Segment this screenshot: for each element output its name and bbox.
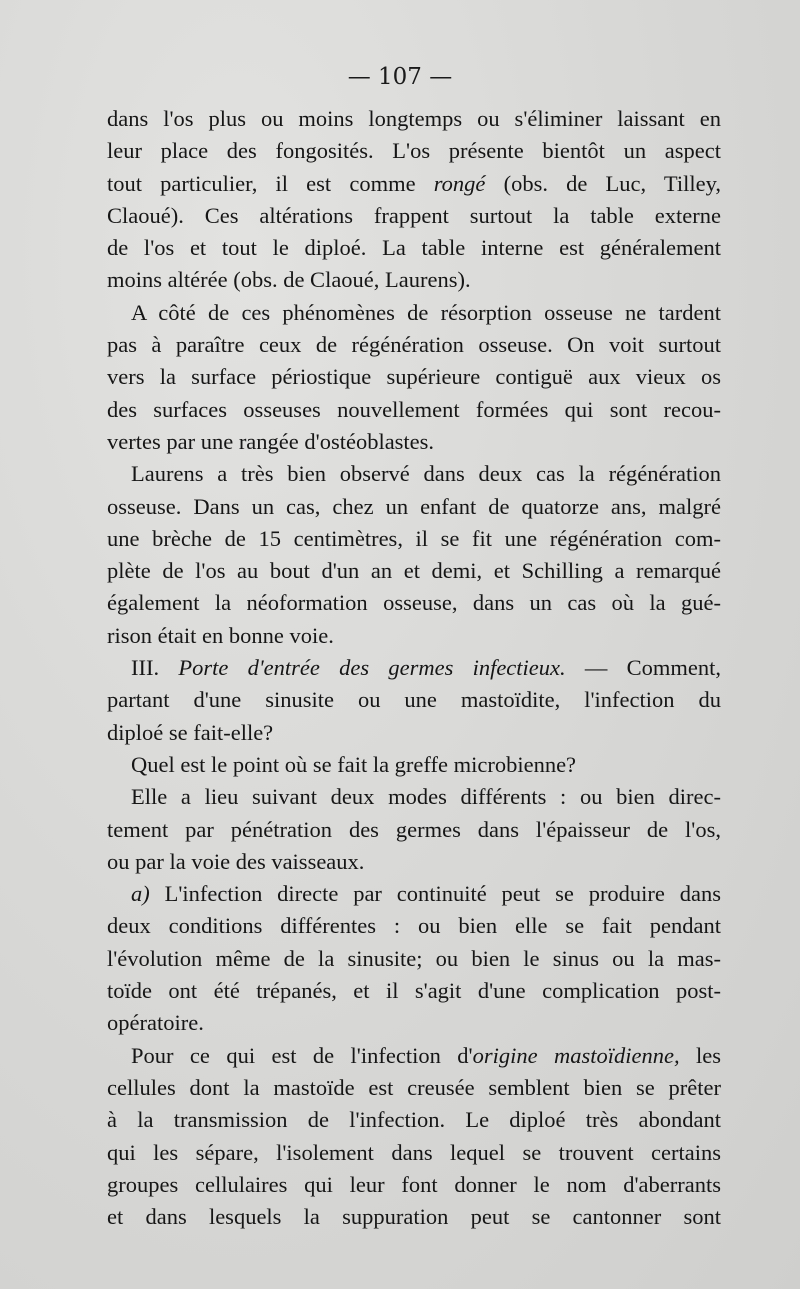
text-segment: une brèche de 15 centimètres, il se fit une régénération com- bbox=[107, 525, 721, 551]
text-line bbox=[107, 458, 721, 490]
text-line bbox=[107, 168, 721, 200]
text-line bbox=[107, 1072, 721, 1104]
text-line bbox=[107, 943, 721, 975]
text-line bbox=[107, 587, 721, 619]
text-line bbox=[107, 620, 721, 652]
italic-text: origine mastoïdienne, bbox=[472, 1042, 680, 1068]
text-line bbox=[107, 846, 721, 878]
text-line bbox=[107, 297, 721, 329]
text-line bbox=[107, 329, 721, 361]
text-line bbox=[107, 200, 721, 232]
text-segment: toïde ont été trépanés, et il s'agit d'une complication post- bbox=[107, 978, 721, 1004]
text-line bbox=[107, 135, 721, 167]
text-segment: également la néoformation osseuse, dans un cas où la gué- bbox=[107, 590, 721, 616]
text-segment: tement par pénétration des germes dans l'épaisseur de l'os, bbox=[107, 816, 721, 842]
text-line bbox=[107, 1040, 721, 1072]
text-segment: — Comment, bbox=[565, 655, 722, 681]
text-line bbox=[107, 717, 721, 749]
text-segment: à la transmission de l'infection. Le diploé très abondant bbox=[107, 1107, 721, 1133]
text-line bbox=[107, 103, 721, 135]
text-segment: deux conditions différentes : ou bien elle se fait pendant bbox=[107, 913, 721, 939]
text-line bbox=[107, 264, 721, 296]
text-segment: (obs. de Luc, Tilley, bbox=[485, 170, 721, 196]
text-line bbox=[107, 523, 721, 555]
text-segment: Quel est le point où se fait la greffe microbienne? bbox=[131, 751, 577, 777]
text-segment: vertes par une rangée d'ostéoblastes. bbox=[107, 428, 435, 454]
text-line bbox=[107, 749, 721, 781]
text-line bbox=[107, 878, 721, 910]
text-segment: partant d'une sinusite ou une mastoïdite, l'infection du bbox=[107, 687, 721, 713]
text-line bbox=[107, 1007, 721, 1039]
text-line bbox=[107, 910, 721, 942]
text-segment: A côté de ces phénomènes de résorption osseuse ne tardent bbox=[131, 299, 721, 325]
text-line bbox=[107, 975, 721, 1007]
text-segment: diploé se fait-elle? bbox=[107, 719, 274, 745]
text-line bbox=[107, 232, 721, 264]
italic-text: Porte d'entrée des germes infectieux. bbox=[178, 655, 566, 681]
text-segment: des surfaces osseuses nouvellement formées qui sont recou- bbox=[107, 396, 721, 422]
text-segment: leur place des fongosités. L'os présente bientôt un aspect bbox=[107, 138, 721, 164]
text-segment: qui les sépare, l'isolement dans lequel se trouvent certains bbox=[107, 1139, 721, 1165]
text-line bbox=[107, 361, 721, 393]
text-segment: opératoire. bbox=[107, 1010, 204, 1036]
text-line bbox=[107, 781, 721, 813]
italic-text: a) bbox=[131, 881, 150, 907]
text-segment: tout particulier, il est comme bbox=[107, 170, 434, 196]
text-segment: Claoué). Ces altérations frappent surtout la table externe bbox=[107, 202, 721, 228]
text-segment: dans l'os plus ou moins longtemps ou s'éliminer laissant en bbox=[107, 106, 721, 131]
text-line bbox=[107, 1137, 721, 1169]
text-line bbox=[107, 394, 721, 426]
text-segment: rison était en bonne voie. bbox=[107, 622, 334, 648]
text-segment: de l'os et tout le diploé. La table interne est généralement bbox=[107, 235, 721, 261]
text-line bbox=[107, 555, 721, 587]
text-segment: plète de l'os au bout d'un an et demi, et Schilling a remarqué bbox=[107, 558, 721, 584]
text-segment: et dans lesquels la suppuration peut se cantonner sont bbox=[107, 1204, 721, 1230]
text-line bbox=[107, 1104, 721, 1136]
text-segment: vers la surface périostique supérieure contiguë aux vieux os bbox=[107, 364, 721, 390]
text-segment: moins altérée (obs. de Claoué, Laurens). bbox=[107, 267, 471, 293]
text-segment: III. bbox=[131, 655, 179, 681]
text-segment: groupes cellulaires qui leur font donner le nom d'aberrants bbox=[107, 1171, 721, 1197]
text-segment: osseuse. Dans un cas, chez un enfant de quatorze ans, malgré bbox=[107, 493, 721, 519]
text-segment: Pour ce qui est de l'infection d' bbox=[131, 1042, 473, 1068]
text-line bbox=[107, 491, 721, 523]
text-segment: l'évolution même de la sinusite; ou bien le sinus ou la mas- bbox=[107, 945, 721, 971]
text-segment: les bbox=[679, 1042, 722, 1068]
page-number: — 107 — bbox=[347, 64, 453, 90]
text-segment: Laurens a très bien observé dans deux cas la régénération bbox=[131, 461, 721, 487]
body-text bbox=[107, 103, 721, 1233]
text-segment: Elle a lieu suivant deux modes différents : ou bien direc- bbox=[131, 784, 721, 810]
text-line bbox=[107, 426, 721, 458]
text-line bbox=[107, 684, 721, 716]
text-line bbox=[107, 1201, 721, 1233]
text-segment: ou par la voie des vaisseaux. bbox=[107, 848, 365, 874]
text-segment: pas à paraître ceux de régénération osseuse. On voit surtout bbox=[107, 332, 721, 358]
italic-text: rongé bbox=[433, 170, 486, 196]
text-segment: cellules dont la mastoïde est creusée semblent bien se prêter bbox=[107, 1074, 721, 1100]
text-segment: L'infection directe par continuité peut se produire dans bbox=[149, 881, 721, 907]
text-line bbox=[107, 652, 721, 684]
text-line bbox=[107, 814, 721, 846]
text-line bbox=[107, 1169, 721, 1201]
